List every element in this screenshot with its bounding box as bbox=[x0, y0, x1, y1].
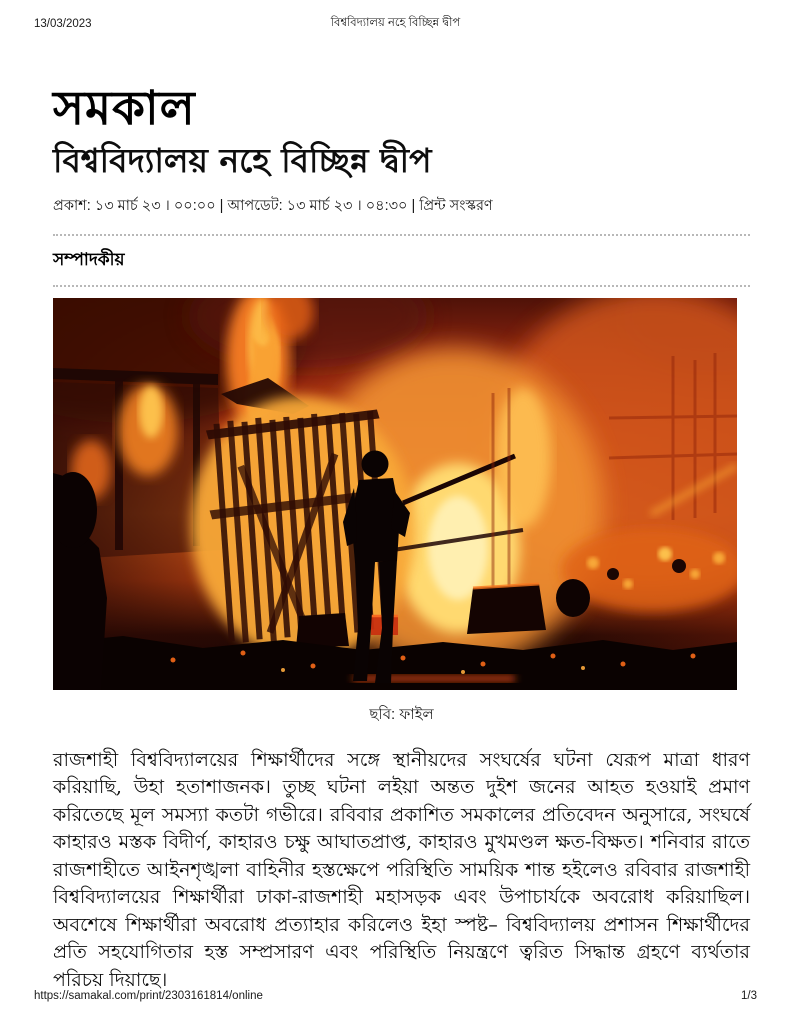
dotted-divider bbox=[53, 285, 750, 287]
footer-page-number: 1/3 bbox=[741, 990, 757, 1002]
article-content bbox=[53, 0, 750, 995]
footer-url: https://samakal.com/print/2303161814/online bbox=[34, 990, 263, 1002]
print-doc-title: বিশ্ববিদ্যালয় নহে বিচ্ছিন্ন দ্বীপ bbox=[330, 17, 461, 29]
photo-caption: ছবি: ফাইল bbox=[369, 705, 434, 723]
article-meta: প্রকাশ: ১৩ মার্চ ২৩ । ০০:০০ | আপডেট: ১৩ মার্চ ২৩ । ০৪:৩০ | প্রিন্ট সংস্করণ bbox=[53, 197, 493, 214]
small-head-silhouette bbox=[556, 579, 590, 617]
print-footer bbox=[34, 990, 757, 1002]
section-label-editorial: সম্পাদকীয় bbox=[53, 249, 125, 269]
article-headline: বিশ্ববিদ্যালয় নহে বিচ্ছিন্ন দ্বীপ bbox=[53, 141, 432, 181]
samakal-logo: সমকাল bbox=[53, 81, 196, 136]
fire-photo bbox=[53, 298, 737, 690]
print-date: 13/03/2023 bbox=[34, 17, 92, 30]
dotted-divider bbox=[53, 234, 750, 236]
article-photo-figure bbox=[53, 298, 750, 728]
article-body: রাজশাহী বিশ্ববিদ্যালয়ের শিক্ষার্থীদের সঙ্গে স্থানীয়দের সংঘর্ষের ঘটনা যেরূপ মাত্রা ধারণ করিয়াছি, উহা হতাশাজনক। তুচ্ছ ঘটনা লইয়া অন্তত দুইশ জনের আহত হওয়াই প্রমাণ করিতেছে মূল সমস্যা কতটা গভীরে। রবিবার প্রকাশিত সমকালের প্রতিবেদন অনুসারে, সংঘর্ষে কাহারও মস্তক বিদীর্ণ, কাহারও চক্ষু আঘাতপ্রাপ্ত, কাহারও মুখমণ্ডল ক্ষত-বিক্ষত। শনিবার রাতে রাজশাহীতে আইনশৃঙ্খলা বাহিনীর হস্তক্ষেপে পরিস্থিতি সাময়িক শান্ত হইলেও রবিবার রাজশাহী বিশ্ববিদ্যালয়ের শিক্ষার্থীরা ঢাকা-রাজশাহী মহাসড়ক এবং উপাচার্যকে অবরোধ করিয়াছিল। অবশেষে শিক্ষার্থীরা অবরোধ প্রত্যাহার করিলেও ইহা স্পষ্ট– বিশ্ববিদ্যালয় প্রশাসন শিক্ষার্থীদের প্রতি সহযোগিতার হস্ত সম্প্রসারণ এবং পরিস্থিতি নিয়ন্ত্রণে ত্বরিত সিদ্ধান্ত গ্রহণে ব্যর্থতার পরিচয় দিয়াছে। bbox=[53, 748, 750, 991]
